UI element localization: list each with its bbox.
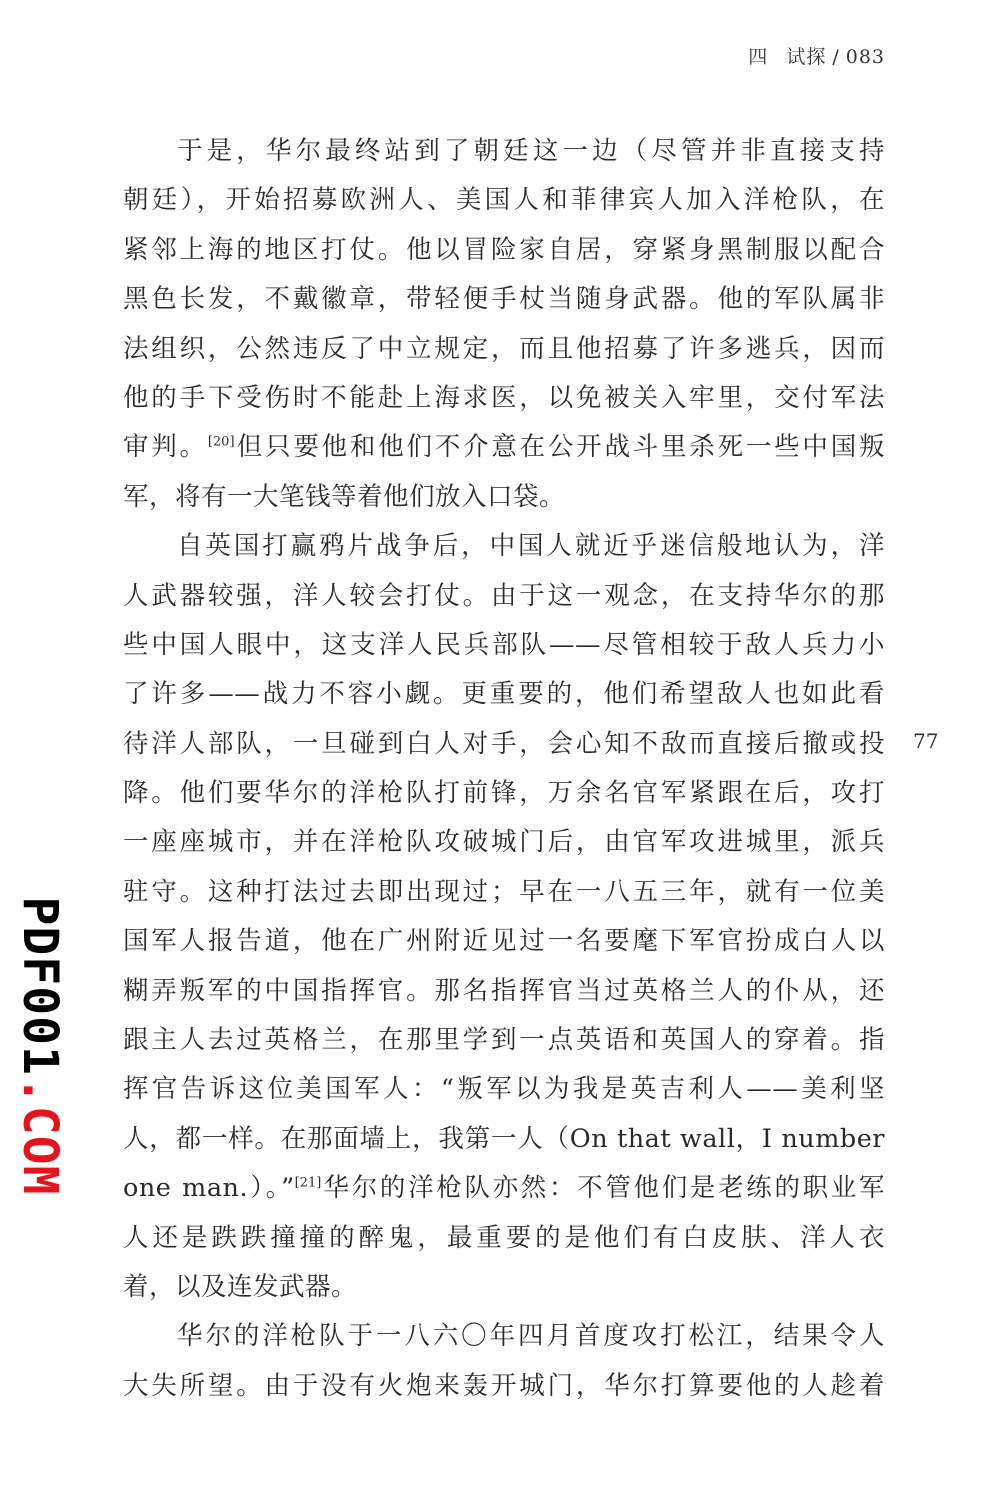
text-line: 国军人报告道，他在广州附近见过一名要麾下军官扮成白人以	[123, 926, 885, 957]
page-number: 083	[845, 46, 885, 68]
text-line: 朝廷），开始招募欧洲人、美国人和菲律宾人加入洋枪队，在	[123, 185, 885, 216]
text-line: 人，都一样。在那面墙上，我第一人（On that wall，I number	[123, 1123, 885, 1154]
text-line: 降。他们要华尔的洋枪队打前锋，万余名官军紧跟在后，攻打	[123, 778, 885, 809]
text-line: 华尔的洋枪队于一八六〇年四月首度攻打松江，结果令人	[177, 1321, 885, 1352]
text-segment: one man.）。”	[123, 1173, 295, 1204]
text-line: 人武器较强，洋人较会打仗。由于这一观念，在支持华尔的那	[123, 580, 885, 611]
text-line: 军，将有一大笔钱等着他们放入口袋。	[123, 481, 566, 512]
watermark-text: PDF001	[12, 896, 68, 1076]
text-line: 他的手下受伤时不能赴上海求医，以免被关入牢里，交付军法	[123, 382, 885, 413]
text-line: 自英国打赢鸦片战争后，中国人就近乎迷信般地认为，洋	[177, 531, 885, 562]
text-line	[123, 423, 885, 472]
text-segment: 华尔的洋枪队亦然：不管他们是老练的职业军	[321, 1173, 885, 1204]
text-line: 黑色长发，不戴徽章，带轻便手杖当随身武器。他的军队属非	[123, 284, 885, 315]
text-line: 人还是跌跌撞撞的醉鬼，最重要的是他们有白皮肤、洋人衣	[123, 1222, 885, 1253]
chapter-title: 试探	[786, 46, 827, 68]
text-line: 着，以及连发武器。	[123, 1271, 358, 1302]
body-text	[123, 127, 885, 1411]
header-separator: /	[832, 46, 840, 68]
watermark	[12, 897, 68, 1196]
text-line: 些中国人眼中，这支洋人民兵部队——尽管相较于敌人兵力小	[123, 629, 885, 660]
footnote-marker: [21]	[294, 1175, 322, 1191]
original-page-number: 77	[913, 729, 939, 753]
chapter-number: 四	[748, 46, 769, 68]
text-line: 糊弄叛军的中国指挥官。那名指挥官当过英格兰人的仆从，还	[123, 975, 885, 1006]
text-line	[123, 1164, 885, 1213]
text-line: 驻守。这种打法过去即出现过；早在一八五三年，就有一位美	[123, 876, 885, 907]
text-line: 了许多——战力不容小觑。更重要的，他们希望敌人也如此看	[123, 679, 885, 710]
text-segment: 审判。	[123, 432, 208, 463]
text-line: 挥官告诉这位美国军人：“叛军以为我是英吉利人——美利坚	[123, 1074, 885, 1105]
text-line: 于是，华尔最终站到了朝廷这一边（尽管并非直接支持	[177, 136, 885, 166]
text-line: 跟主人去过英格兰，在那里学到一点英语和英国人的穿着。指	[123, 1025, 885, 1056]
running-header	[748, 42, 885, 69]
text-line: 紧邻上海的地区打仗。他以冒险家自居，穿紧身黑制服以配合	[123, 234, 885, 265]
text-line: 大失所望。由于没有火炮来轰开城门，华尔打算要他的人趁着	[123, 1370, 885, 1401]
footnote-marker: [20]	[207, 434, 235, 450]
text-segment: 但只要他和他们不介意在公开战斗里杀死一些中国叛	[234, 432, 885, 463]
text-line: 法组织，公然违反了中立规定，而且他招募了许多逃兵，因而	[123, 333, 885, 364]
text-line: 待洋人部队，一旦碰到白人对手，会心知不敌而直接后撤或投	[123, 728, 885, 759]
watermark-domain: .COM	[12, 1075, 68, 1196]
text-line: 一座座城市，并在洋枪队攻破城门后，由官军攻进城里，派兵	[123, 827, 885, 858]
